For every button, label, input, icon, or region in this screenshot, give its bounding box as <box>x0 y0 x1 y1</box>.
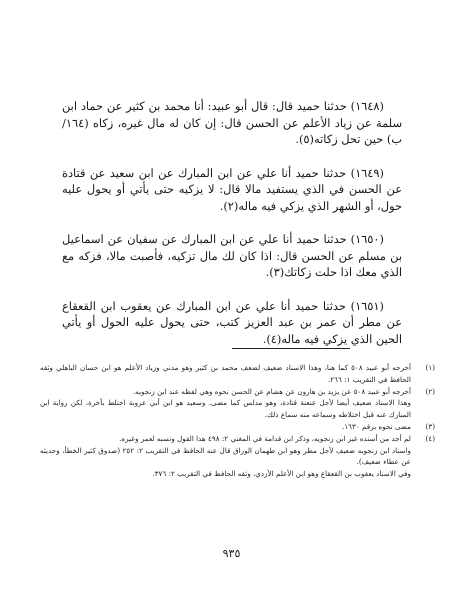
hadith-paragraph-1648: (١٦٤٨) حدثنا حميد قال: قال أبو عبيد: أنا محمد بن كثير عن حماد ابن سلمة عن زياد الأعلم عن الحسن قال: إن كان له مال غيره، زكاه (١٦٤/ب) حين تحل زكاته(٥). <box>62 99 402 146</box>
footnote-text: أخرجه أبو عبيد ٥٠٨ كما هنا، وهذا الاسناد ضعيف لضعف محمد بن كثير وهو مدني وزياد الأعلم هو ابن حسان الباهلي وثقه الحافظ في التقريب ١: ٢٦٦. <box>40 363 412 384</box>
hadith-paragraph-1651: (١٦٥١) حدثنا حميد أنا علي عن ابن المبارك عن يعقوب ابن القعقاع عن مطر أن عمر بن عبد العزيز كتب، حتى يحول عليه الحول أو يأتي الحين الذي يزكي فيه ماله(٤). <box>62 298 402 346</box>
footnotes <box>40 362 435 480</box>
footnote-separator <box>232 348 350 349</box>
footnote-text: وفي الاسناد يعقوب بن القعقاع وهو ابن الأعلم الأزدي، وثقه الحافظ في التقريب ٢: ٣٧٦. <box>152 469 411 479</box>
footnote-continuation <box>40 445 435 469</box>
footnote-number <box>411 468 435 480</box>
footnote-continuation <box>40 468 435 480</box>
footnote <box>40 386 435 398</box>
footnote <box>40 362 435 386</box>
hadith-paragraph-1650: (١٦٥٠) حدثنا حميد أنا علي عن ابن المبارك عن سفيان عن اسماعيل بن مسلم عن الحسن قال: اذا كان لك مال تزكيه، فأصبت مالا، فزكه مع الذي معك اذا حلت زكاتك(٣). <box>62 232 402 279</box>
footnote-number <box>411 397 435 421</box>
footnote-text: وهذا الاسناد ضعيف أيضا لأجل عنعنة قتادة، وهو مدلس كما مضى. وسعيد هو ابن أبي عروبة اختلط بأخرة، لكن رواية ابن المبارك عنه قبل اختلاطه وسماعه منه سماع ذلك. <box>40 398 411 420</box>
footnote-text: لم أجد من أسنده غير ابن زنجويه، وذكر ابن قدامة في المغني ٢: ٤٩٨ هذا القول ونسبه لعمر وغيره. <box>119 433 411 443</box>
footnote-number <box>411 445 435 469</box>
footnote-text: مضى نحوه برقم ١٦٣٠. <box>342 421 411 431</box>
main-text <box>62 98 402 364</box>
footnote-text: أخرجه أبو عبيد ٥٠٨ عن يزيد بن هارون عن هشام عن الحسن نحوه وهي لفظه عند ابن زنجويه. <box>132 386 411 396</box>
hadith-paragraph-1649: (١٦٤٩) حدثنا حميد أنا علي عن ابن المبارك عن ابن سعيد عن قتادة عن الحسن في الذي يستفيد مالا قال: لا يزكيه حتى يأتي أو يحول عليه حول، أو الشهر الذي يزكي فيه ماله(٢). <box>62 165 402 213</box>
footnote <box>40 433 435 445</box>
footnote-number: (١) <box>425 363 435 372</box>
footnote-continuation <box>40 397 435 421</box>
footnote-number: (٢) <box>425 386 435 396</box>
page-number: ٩٣٥ <box>222 547 241 560</box>
footnote-text: واسناد ابن زنجويه ضعيف لأجل مطر وهو ابن طهمان الوراق قال عنه الحافظ في التقريب ٢: ٢٥٢ (صدوق كثير الخطأ، وحديثه عن عطاء ضعيف). <box>40 445 411 467</box>
footnote-number: (٤) <box>425 433 435 443</box>
footnote <box>40 421 435 433</box>
footnote-number: (٣) <box>425 421 435 431</box>
